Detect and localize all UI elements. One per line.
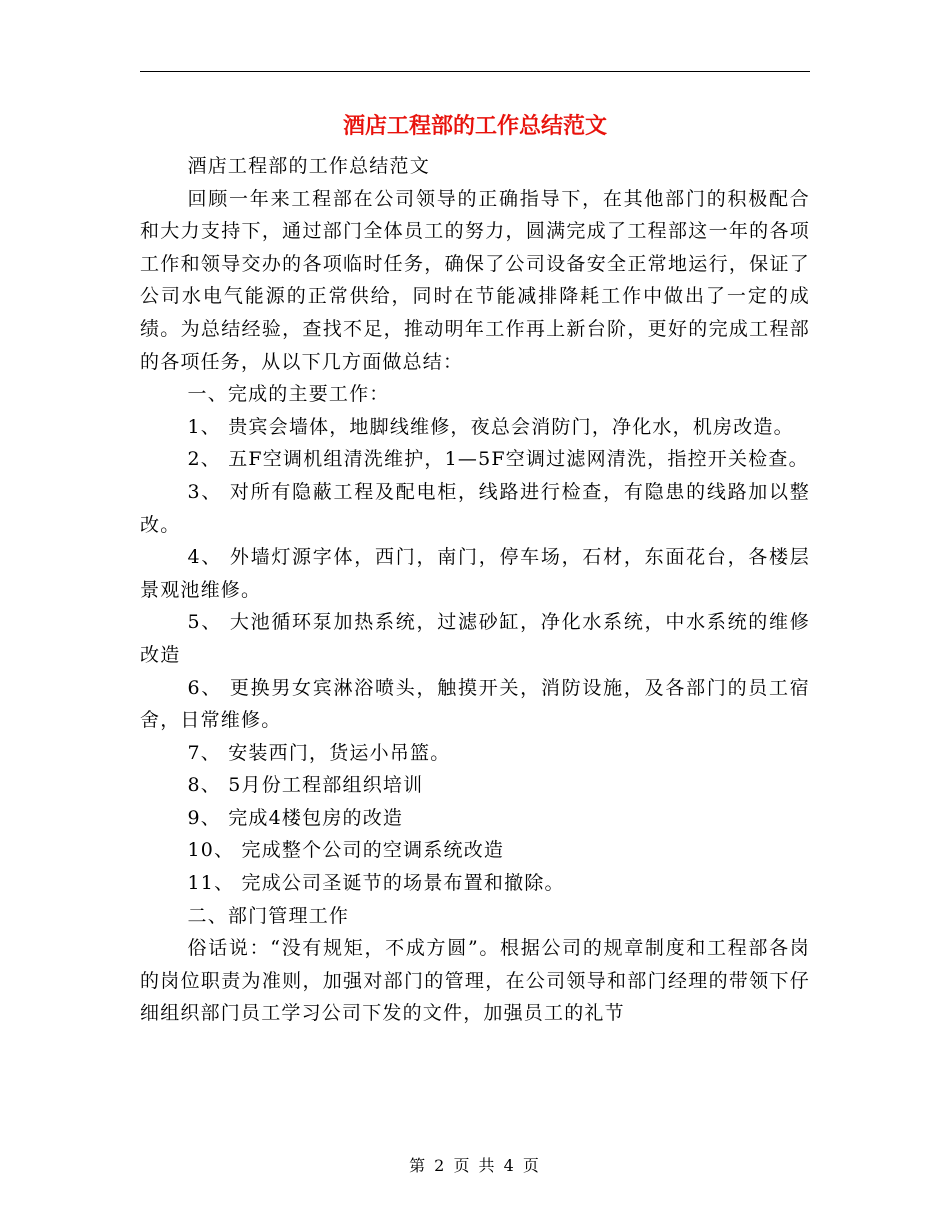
section-heading-main-work: 一、完成的主要工作：: [187, 383, 390, 406]
list-item: 8、 5月份工程部组织培训: [187, 774, 424, 797]
paragraph-management: 俗话说：“没有规矩，不成方圆”。根据公司的规章制度和工程部各岗的岗位职责为准则，加强对部门的管理，在公司领导和部门经理的带领下仔细组织部门员工学习公司下发的文件，加强员工的礼节: [140, 937, 810, 1025]
list-item: 3、 对所有隐蔽工程及配电柜，线路进行检查，有隐患的线路加以整改。: [140, 480, 810, 536]
paragraph-intro: 回顾一年来工程部在公司领导的正确指导下，在其他部门的积极配合和大力支持下，通过部门全体员工的努力，圆满完成了工程部这一年的各项工作和领导交办的各项临时任务，确保了公司设备安全正常地运行，保证了公司水电气能源的正常供给，同时在节能减排降耗工作中做出了一定的成绩。为总结经验，查找不足，推动明年工作再上新台阶，更好的完成工程部的各项任务，从以下几方面做总结：: [140, 187, 810, 373]
list-item: 6、 更换男女宾淋浴喷头，触摸开关，消防设施，及各部门的员工宿舍，日常维修。: [140, 676, 810, 732]
list-item: 11、 完成公司圣诞节的场景布置和撤除。: [187, 872, 565, 895]
list-item: 7、 安装西门，货运小吊篮。: [187, 741, 451, 764]
list-item: 4、 外墙灯源字体，西门，南门，停车场，石材，东面花台，各楼层景观池维修。: [140, 546, 810, 601]
section-heading-management: 二、部门管理工作: [187, 904, 350, 927]
page-number-footer: 第 2 页 共 4 页: [409, 1156, 541, 1175]
list-item: 10、 完成整个公司的空调系统改造: [187, 839, 505, 862]
list-item: 9、 完成4楼包房的改造: [187, 806, 404, 829]
document-title: 酒店工程部的工作总结范文: [342, 113, 607, 139]
list-item: 5、 大池循环泵加热系统，过滤砂缸，净化水系统，中水系统的维修改造: [140, 611, 810, 666]
paragraph-subtitle: 酒店工程部的工作总结范文: [187, 155, 430, 177]
document-body: [140, 150, 810, 1030]
list-item: 1、 贵宾会墙体，地脚线维修，夜总会消防门，净化水，机房改造。: [187, 415, 794, 438]
list-item: 2、 五F空调机组清洗维护，1—5F空调过滤网清洗，指控开关检查。: [187, 448, 809, 471]
header-rule: [140, 71, 810, 72]
